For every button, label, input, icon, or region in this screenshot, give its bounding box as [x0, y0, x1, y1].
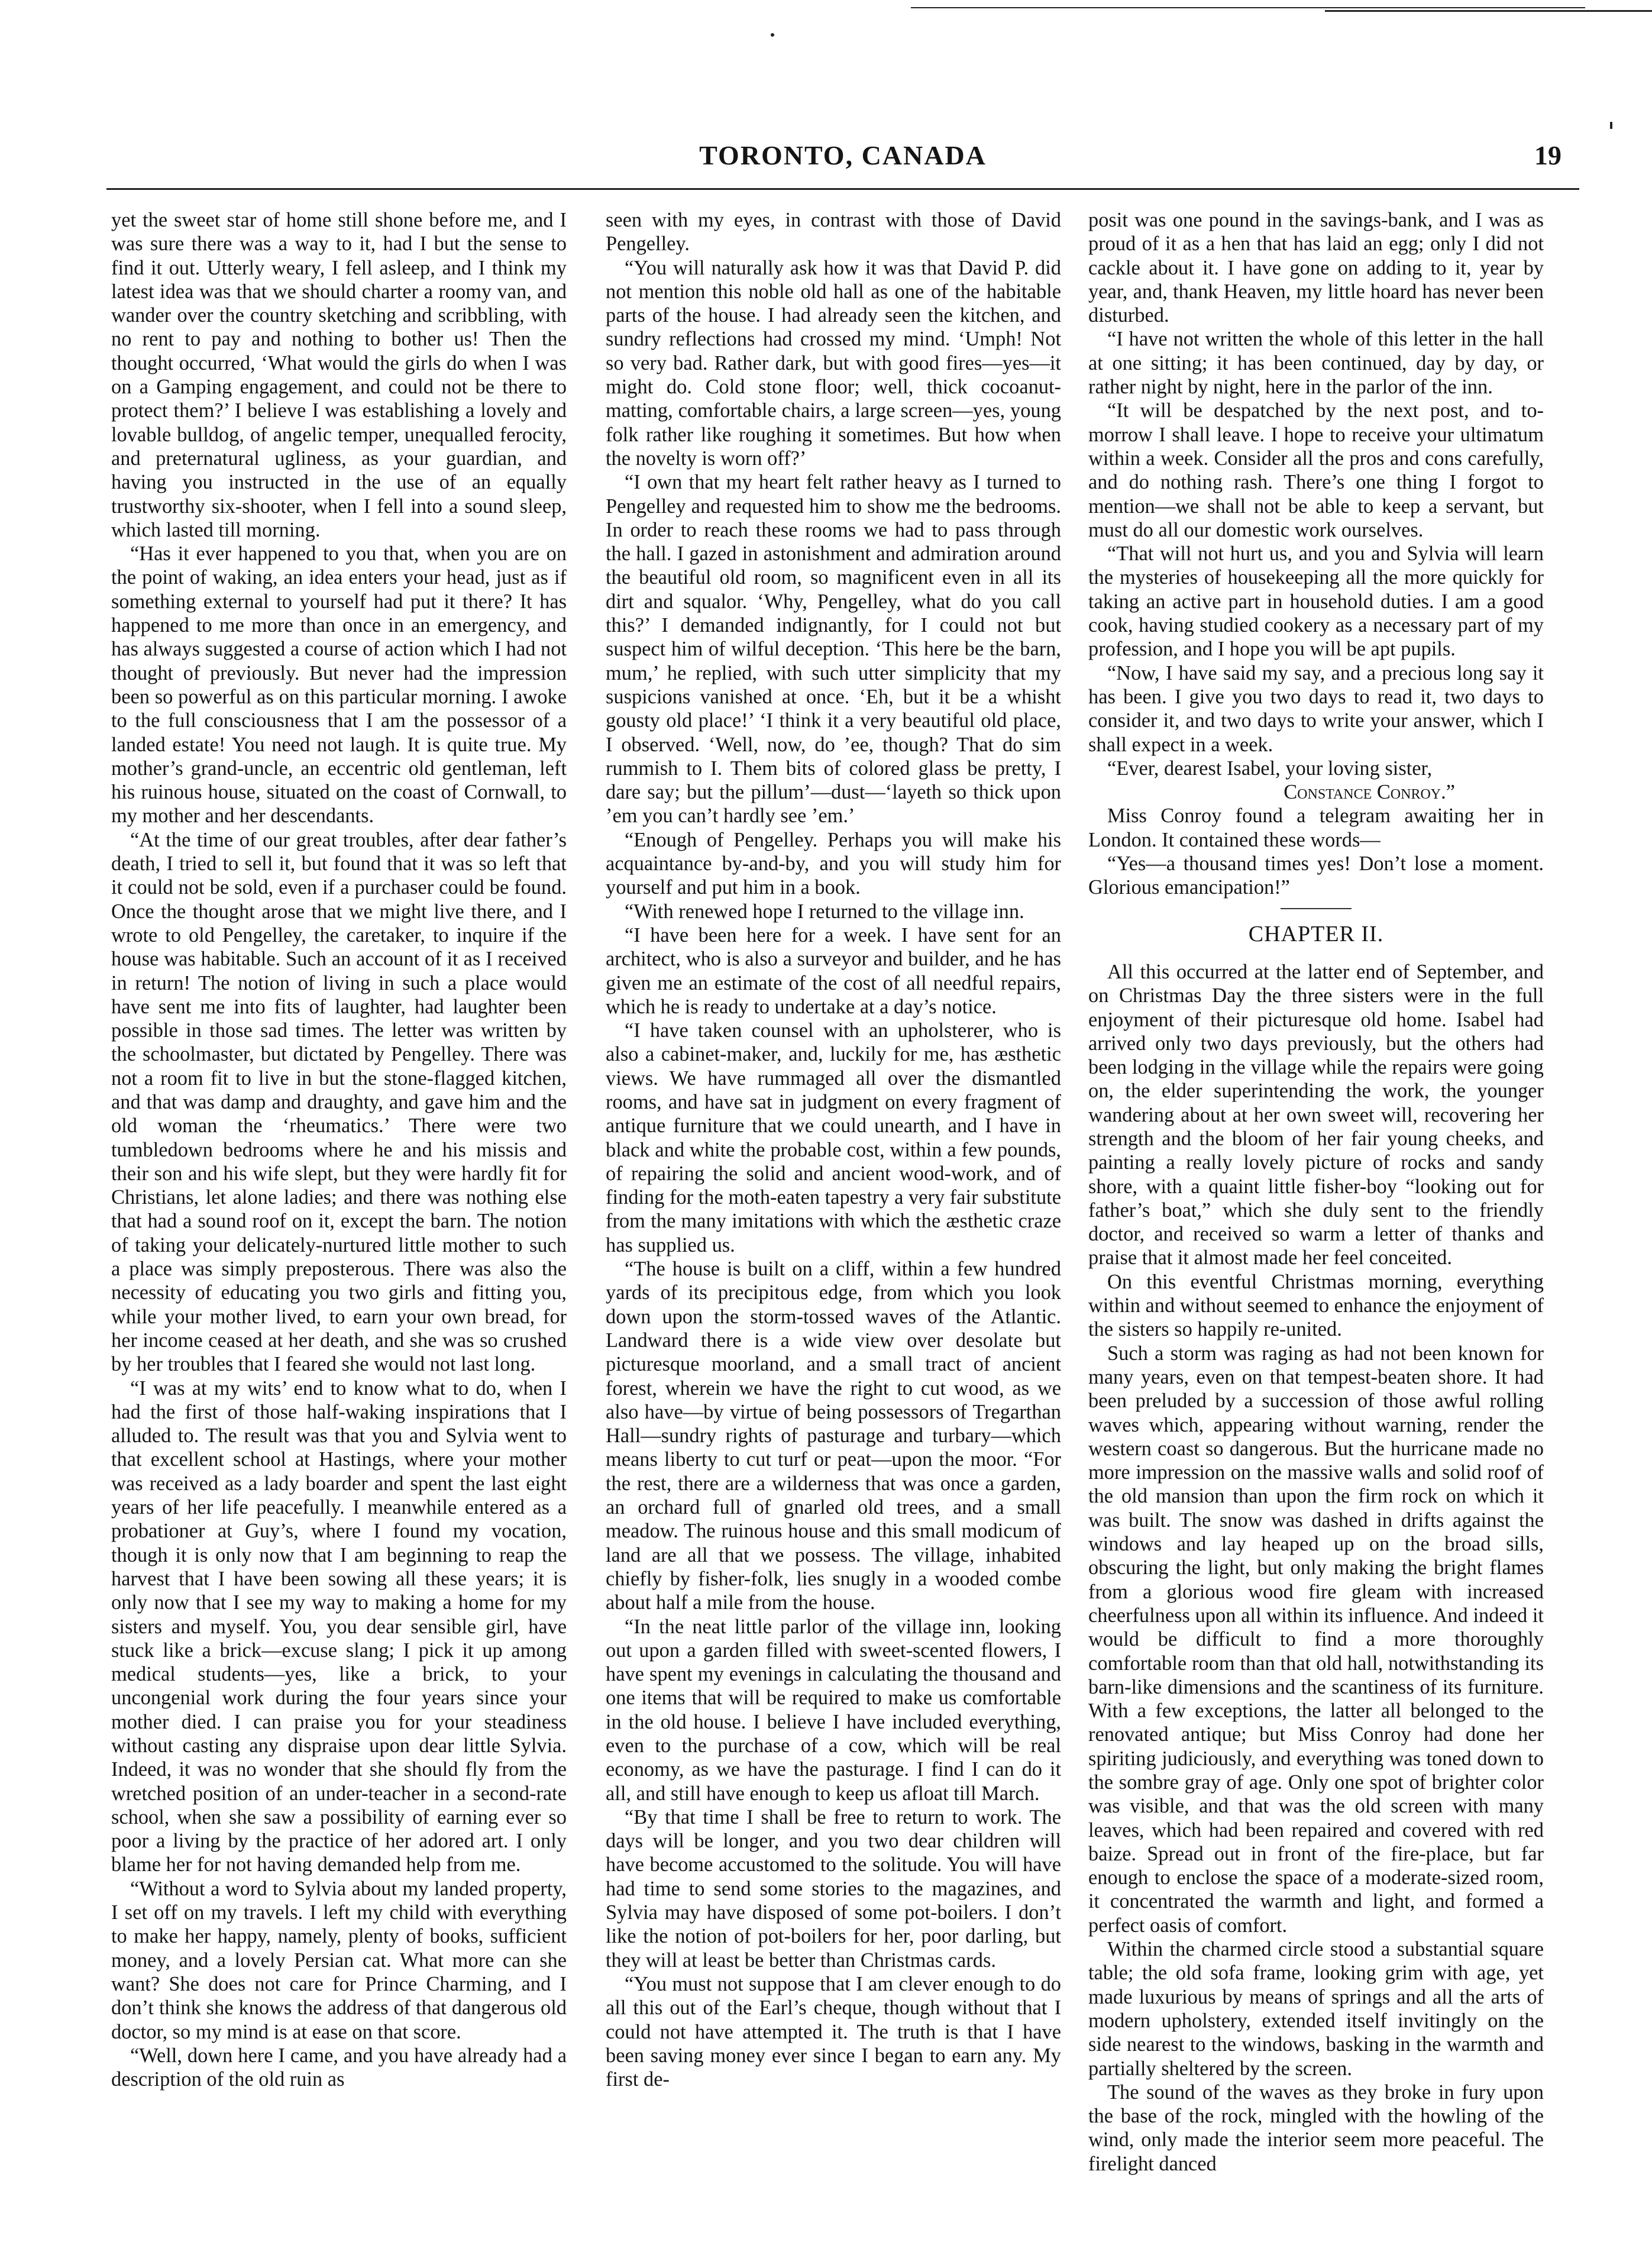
paragraph: “The house is built on a cliff, within a few hundred yards of its precipitous edge, from which you look down upon the storm-tossed waves of the Atlantic. Landward there is a wide view over desolate but picturesque moorland, and a small tract of ancient forest, wherein we have the right to cut wood, as we also have—by virtue of being possessors of Tregarthan Hall—sundry rights of pasturage and turbary—which means liberty to cut turf or peat—upon the moor. “For the rest, there are a wilderness that was once a garden, an orchard full of gnarled old trees, and a small meadow. The ruinous house and this small modicum of land are all that we possess. The village, inhabited chiefly by fisher-folk, lies snugly in a wooded combe about half a mile from the house. — [606, 1258, 1061, 1614]
paragraph: “That will not hurt us, and you and Sylvia will learn the mysteries of housekeeping all the more quickly for taking an active part in household duties. I am a good cook, having studied cookery as a necessary part of my profession, and I hope you will be apt pupils. — [1088, 542, 1544, 661]
paragraph: “Yes—a thousand times yes! Don’t lose a moment. Glorious emancipation!” — [1088, 852, 1544, 899]
paragraph: “Ever, dearest Isabel, your loving sister, — [1107, 757, 1433, 780]
paragraph: “Has it ever happened to you that, when you are on the point of waking, an idea enters your head, just as if something external to yourself had put it there? It has happened to me more than once in an emergency, and has always suggested a course of action which I had not thought of previously. But never had the impression been so powerful as on this particular morning. I awoke to the full consciousness that I am the possessor of a landed estate! You need not laugh. It is quite true. My mother’s grand-uncle, an eccentric old gentleman, left his ruinous house, situated on the coast of Cornwall, to my mother and her descendants. — [111, 542, 567, 828]
paragraph: “I own that my heart felt rather heavy as I turned to Pengelley and requested him to show me the bedrooms. In order to reach these rooms we had to pass through the hall. I gazed in astonishment and admiration around the beautiful old room, so magnificent even in all its dirt and squalor. ‘Why, Pengelley, what do you call this?’ I demanded indignantly, for I could not but suspect him of wilful deception. ‘This here be the barn, mum,’ he replied, with such utter simplicity that my suspicions vanished at once. ‘Eh, but it be a whisht gousty old place!’ ‘I think it a very beautiful old place, I observed. ‘Well, now, do ’ee, though? That do sim rummish to I. Them bits of colored glass be pretty, I dare say; but the pillum’—dust—‘layeth so thick upon ’em you can’t hardly see ’em.’ — [606, 471, 1061, 828]
chapter-heading: CHAPTER II. — [1248, 921, 1384, 946]
paragraph: “With renewed hope I returned to the village inn. — [625, 900, 1024, 923]
paragraph: “You must not suppose that I am clever enough to do all this out of the Earl’s cheque, though without that I could not have attempted it. The truth is that I have been saving money ever since I began to earn any. My first de- — [606, 1972, 1061, 2091]
paragraph: “By that time I shall be free to return to work. The days will be longer, and you two dear children will have become accustomed to the solitude. You will have had time to send some stories to the magazines, and Sylvia may have disposed of some pot-boilers. I don’t like the notion of pot-boilers for her, poor darling, but they will at least be better than Christmas cards. — [606, 1805, 1061, 1972]
section-divider — [1281, 908, 1352, 909]
print-speck — [771, 33, 774, 37]
paragraph: posit was one pound in the savings-bank, and I was as proud of it as a hen that has laid an egg; only I did not cackle about it. I have gone on adding to it, year by year, and, thank Heaven, my little hoard has never been disturbed. — [1088, 209, 1544, 327]
paragraph: yet the sweet star of home still shone before me, and I was sure there was a way to it, had I but the sense to find it out. Utterly weary, I fell asleep, and I think my latest idea was that we should charter a roomy van, and wander over the country sketching and scribbling, with no rent to pay and nothing to bother us! Then the thought occurred, ‘What would the girls do when I was on a Gamping engagement, and could not be there to protect them?’ I believe I was establishing a lovely and lovable bulldog, of angelic temper, unequalled ferocity, and preternatural ugliness, as your guardian, and having you instructed in the use of an equally trustworthy six-shooter, when I fell into a sound sleep, which lasted till morning. — [111, 209, 567, 541]
text-column-2 — [606, 208, 1061, 2255]
paragraph: Miss Conroy found a telegram awaiting her in London. It contained these words— — [1088, 805, 1544, 851]
paragraph: seen with my eyes, in contrast with those of David Pengelley. — [606, 209, 1061, 256]
running-header — [106, 140, 1579, 181]
paragraph: “I have taken counsel with an upholsterer, who is also a cabinet-maker, and, luckily for me, has æsthetic views. We have rummaged all over the dismantled rooms, and have sat in judgment on every fragment of antique furniture that we could unearth, and I have in black and white the probable cost, within a few pounds, of repairing the solid and ancient wood-work, and of finding for the moth-eaten tapestry a very fair substitute from the many imitations with which the æsthetic craze has supplied us. — [606, 1019, 1061, 1256]
paragraph: “You will naturally ask how it was that David P. did not mention this noble old hall as one of the habitable parts of the house. I had already seen the kitchen, and sundry reflections had crossed my mind. ‘Umph! Not so very bad. Rather dark, but with good fires—yes—it might do. Cold stone floor; well, thick cocoanut-matting, comfortable chairs, a large screen—yes, young folk rather like roughing it sometimes. But how when the novelty is worn off?’ — [606, 256, 1061, 470]
print-speck — [1610, 122, 1612, 129]
paragraph: “In the neat little parlor of the village inn, looking out upon a garden filled with sweet-scented flowers, I have spent my evenings in calculating the thousand and one items that will be required to make us comfortable in the old house. I believe I have included everything, even to the purchase of a cow, which will be real economy, as we have the pasturage. I find I can do it all, and still have enough to keep us afloat till March. — [606, 1615, 1061, 1805]
header-title: TORONTO, CANADA — [699, 140, 987, 170]
paragraph: “At the time of our great troubles, after dear father’s death, I tried to sell it, but found that it was so left that it could not be sold, even if a purchaser could be found. Once the thought arose that we might live there, and I wrote to old Pengelley, the caretaker, to inquire if the house was habitable. Such an account of it as I received in return! The notion of living in such a place would have sent me into fits of laughter, had laughter been possible in those sad times. The letter was written by the schoolmaster, but dictated by Pengelley. There was not a room fit to live in but the stone-flagged kitchen, and that was damp and draughty, and gave him and the old woman the ‘rheumatics.’ There were two tumbledown bedrooms where he and his missis and their son and his wife slept, but they were hardly fit for Christians, let alone ladies; and there was nothing else that had a sound roof on it, except the barn. The notion of taking your delicately-nurtured little mother to such a place was simply preposterous. There was also the necessity of educating you two girls and fitting you, while your mother lived, to earn your own bread, for her income ceased at her death, and she was so crushed by her troubles that I feared she would not last long. — [111, 828, 567, 1376]
paragraph: The sound of the waves as they broke in fury upon the base of the rock, mingled with the howling of the wind, only made the interior seem more peaceful. The firelight danced — [1088, 2080, 1544, 2175]
paragraph: “I was at my wits’ end to know what to do, when I had the first of those half-waking inspirations that I alluded to. The result was that you and Sylvia went to that excellent school at Hastings, where your mother was received as a lady boarder and spent the last eight years of her life peacefully. I meanwhile entered as a probationer at Guy’s, where I found my vocation, though it is only now that I am beginning to reap the harvest that I have been sowing all these years; it is only now that I see my way to making a home for my sisters and myself. You, you dear sensible girl, have stuck like a brick—excuse slang; I pick it up among medical students—yes, like a brick, to your uncongenial work during the four years since your mother died. I can praise you for your steadiness without casting any dispraise upon dear little Sylvia. Indeed, it was no wonder that she should fly from the wretched position of an under-teacher in a second-rate school, when she saw a possibility of earning ever so poor a living by the practice of her adored art. I only blame her for not having demanded help from me. — [111, 1377, 567, 1876]
paragraph: On this eventful Christmas morning, everything within and without seemed to enhance the enjoyment of the sisters so happily re-united. — [1088, 1270, 1544, 1341]
paragraph: All this occurred at the latter end of September, and on Christmas Day the three sisters were in the full enjoyment of their picturesque old home. Isabel had arrived only two days previously, but the others had been lodging in the village while the repairs were going on, the elder superintending the work, the younger wandering about at her own sweet will, recovering her strength and the bloom of her fair young cheeks, and painting a really lovely picture of rocks and sandy shore, with a quaint little fisher-boy “looking out for father’s boat,” which she duly sent to the friendly doctor, and received so warm a letter of thanks and praise that it almost made her feel conceited. — [1088, 960, 1544, 1269]
paragraph: “Without a word to Sylvia about my landed property, I set off on my travels. I left my child with everything to make her happy, namely, plenty of books, sufficient money, and a lovely Persian cat. What more can she want? She does not care for Prince Charming, and I don’t think she knows the address of that dangerous old doctor, so my mind is at ease on that score. — [111, 1877, 567, 2043]
paragraph: Within the charmed circle stood a substantial square table; the old sofa frame, looking grim with age, yet made luxurious by means of springs and all the arts of modern upholstery, extended itself invitingly on the side nearest to the windows, basking in the warmth and partially sheltered by the screen. — [1088, 1938, 1544, 2080]
paragraph: “It will be despatched by the next post, and to-morrow I shall leave. I hope to receive your ultimatum within a week. Consider all the pros and cons carefully, and do nothing rash. There’s one thing I forgot to mention—we shall not be able to keep a servant, but must do all our domestic work ourselves. — [1088, 399, 1544, 541]
text-column-3 — [1088, 208, 1544, 2255]
letter-signature: Constance Conroy.” — [1284, 781, 1455, 804]
paragraph: “Enough of Pengelley. Perhaps you will make his acquaintance by-and-by, and you will study him for yourself and put him in a book. — [606, 828, 1061, 899]
page-number: 19 — [1534, 140, 1562, 170]
paragraph: “Now, I have said my say, and a precious long say it has been. I give you two days to read it, two days to consider it, and two days to write your answer, which I shall expect in a week. — [1088, 661, 1544, 756]
text-column-1 — [111, 208, 567, 2255]
header-rule — [106, 188, 1579, 190]
paragraph: “I have been here for a week. I have sent for an architect, who is also a surveyor and builder, and he has given me an estimate of the cost of all needful repairs, which he is ready to undertake at a day’s notice. — [606, 923, 1061, 1018]
paragraph: Such a storm was raging as had not been known for many years, even on that tempest-beaten shore. It had been preluded by a succession of those awful rolling waves which, appearing without warning, render the western coast so dangerous. But the hurricane made no more impression on the massive walls and solid roof of the old mansion than upon the firm rock on which it was built. The snow was dashed in drifts against the windows and lay heaped up on the broad sills, obscuring the light, but only making the bright flames from a glorious wood fire gleam with increased cheerfulness upon all within its influence. And indeed it would be difficult to find a more thoroughly comfortable room than that old hall, notwithstanding its barn-like dimensions and the scantiness of its furniture. With a few exceptions, the latter all belonged to the renovated antique; but Miss Conroy had done her spiriting judiciously, and everything was toned down to the sombre gray of age. Only one spot of brighter color was visible, and that was the old screen with many leaves, which had been repaired and covered with red baize. Spread out in front of the fire-place, but far enough to enclose the space of a moderate-sized room, it concentrated the warmth and light, and formed a perfect oasis of comfort. — [1088, 1342, 1544, 1937]
top-edge-rule — [911, 7, 1585, 8]
paragraph: “Well, down here I came, and you have already had a description of the old ruin as — [111, 2044, 567, 2091]
paragraph: “I have not written the whole of this letter in the hall at one sitting; it has been continued, day by day, or rather night by night, here in the parlor of the inn. — [1088, 328, 1544, 399]
top-edge-rule-thick — [1325, 10, 1652, 12]
